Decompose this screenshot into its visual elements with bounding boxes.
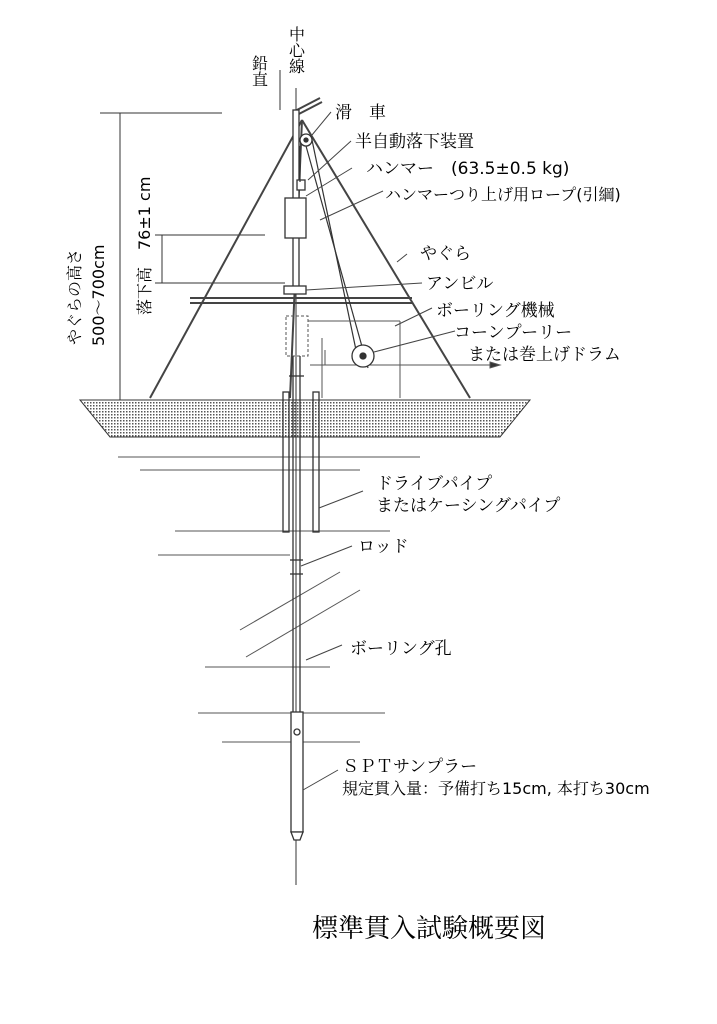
label-borehole: ボーリング孔 [350,639,452,659]
label-anvil: アンビル [426,274,494,294]
label-vertical: 鉛直 [249,55,269,87]
label-penetration: 規定貫入量：予備打ち15cm, 本打ち30cm [342,779,650,798]
label-rope: ハンマーつり上げ用ロープ(引綱) [385,185,621,204]
label-tower-height-value: 500～700cm [89,244,108,346]
label-boring-machine: ボーリング機械 [436,301,555,321]
label-rod: ロッド [358,537,409,557]
label-winding-drum: または巻上げドラム [468,345,621,365]
drop-height-dimension [155,235,285,283]
label-tower-height: やぐらの高さ [65,248,84,345]
label-center-line: 中心線 [286,26,306,74]
leader-lines [301,112,455,790]
label-pulley: 滑 車 [335,103,386,123]
cone-pulley [352,345,374,367]
label-drive-pipe: ドライブパイプ [376,474,493,494]
label-semi-auto-drop: 半自動落下装置 [355,132,474,152]
strata-lines [118,457,420,742]
label-hammer: ハンマー (63.5±0.5 kg) [366,159,570,179]
hammer-assembly [284,110,312,294]
label-drop-height-value: 76±1 cm [135,176,154,250]
label-cone-pulley: コーンプーリー [454,323,573,343]
label-casing-pipe: またはケーシングパイプ [376,496,561,516]
label-tower: やぐら [420,244,471,264]
figure-caption: 標準貫入試験概要図 [312,914,547,944]
ground-surface [80,400,530,437]
label-drop-height: 落下高 [135,266,154,315]
label-spt-sampler: ＳＰＴサンプラー [342,757,478,777]
tower-height-dimension [100,113,222,400]
spt-sampler [291,712,303,840]
